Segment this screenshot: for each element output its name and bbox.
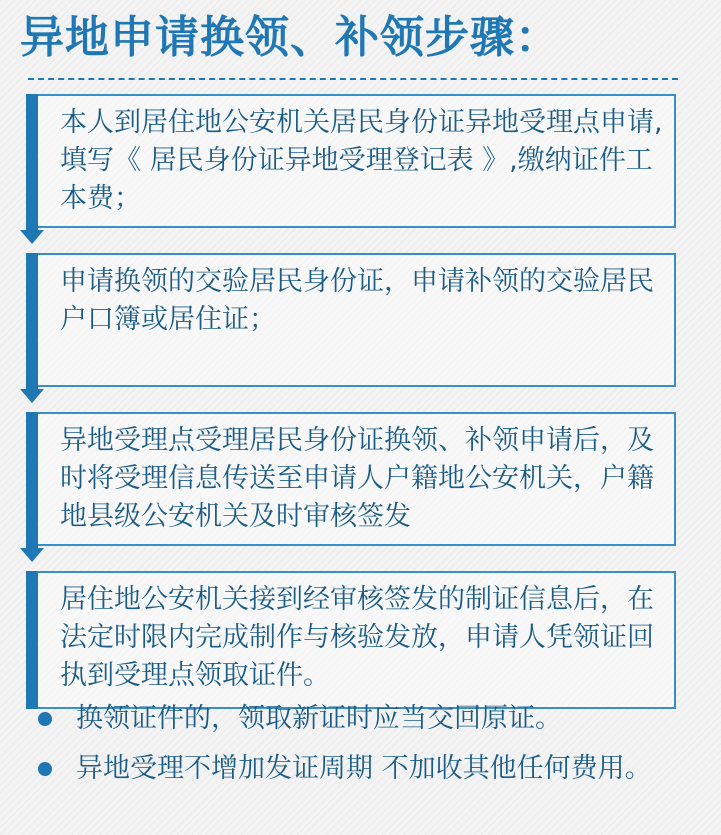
- step-bar: [26, 94, 38, 232]
- notes-list: [30, 700, 670, 800]
- step-text: 申请换领的交验居民身份证，申请补领的交验居民户口簿或居住证；: [60, 266, 654, 335]
- step-2: [26, 253, 676, 389]
- step-bar: [26, 412, 38, 550]
- step-text: 居住地公安机关接到经审核签发的制证信息后，在法定时限内完成制作与核验发放，申请人凭领证回执到受理点领取证件。: [60, 584, 654, 691]
- step-bar: [26, 253, 38, 391]
- arrow-down-icon: [20, 548, 44, 562]
- step-bar: [26, 571, 38, 709]
- arrow-down-icon: [20, 230, 44, 244]
- step-1: [26, 94, 676, 230]
- bullet-icon: [38, 762, 52, 776]
- step-flow: [26, 94, 676, 707]
- step-box: [38, 253, 676, 387]
- title-divider: [28, 78, 678, 80]
- page-title: 异地申请换领、补领步骤：: [20, 12, 560, 63]
- note-text: 换领证件的，领取新证时应当交回原证。: [76, 703, 562, 734]
- bullet-icon: [38, 712, 52, 726]
- step-text: 异地受理点受理居民身份证换领、补领申请后，及时将受理信息传送至申请人户籍地公安机关，户籍地县级公安机关及时审核签发: [60, 425, 654, 532]
- step-3: [26, 412, 676, 548]
- note-item: [30, 700, 670, 738]
- step-box: [38, 412, 676, 546]
- arrow-down-icon: [20, 389, 44, 403]
- note-item: [30, 750, 670, 788]
- step-box: [38, 571, 676, 709]
- step-text: 本人到居住地公安机关居民身份证异地受理点申请,填写《 居民身份证异地受理登记表 》,缴纳证件工本费；: [60, 107, 663, 214]
- note-text: 异地受理不增加发证周期 不加收其他任何费用。: [76, 753, 652, 784]
- step-box: [38, 94, 676, 228]
- step-4: [26, 571, 676, 707]
